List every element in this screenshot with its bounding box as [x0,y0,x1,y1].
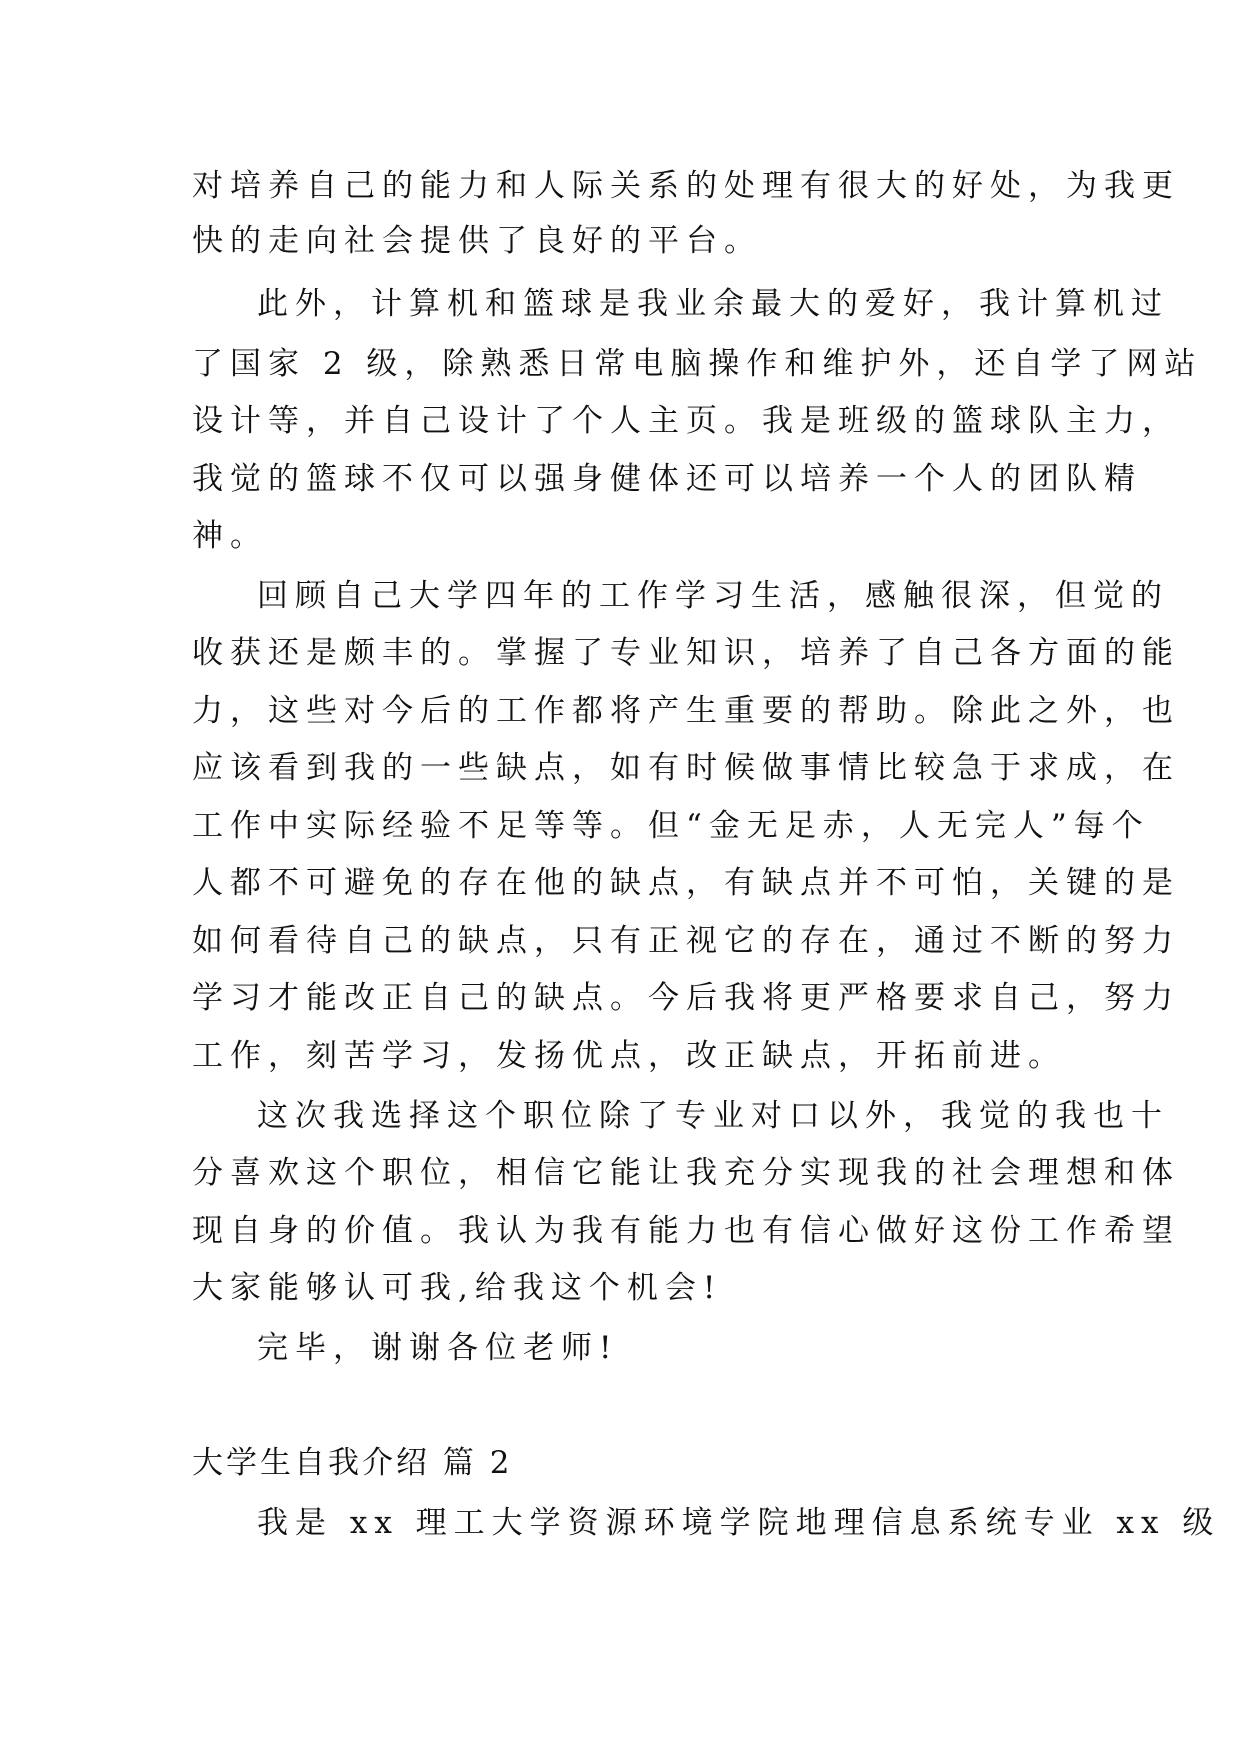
text-line: 回顾自己大学四年的工作学习生活，感触很深，但觉的 [257,578,1169,614]
text-line: 应该看到我的一些缺点，如有时候做事情比较急于求成，在 [192,750,1180,786]
text-line: 收获还是颇丰的。掌握了专业知识，培养了自己各方面的能 [192,635,1180,671]
text-line: 此外，计算机和篮球是我业余最大的爱好，我计算机过 [257,286,1169,322]
text-line: 人都不可避免的存在他的缺点，有缺点并不可怕，关键的是 [192,865,1180,901]
text-line: 了国家 2 级，除熟悉日常电脑操作和维护外，还自学了网站 [192,346,1203,382]
text-line: 大家能够认可我,给我这个机会! [192,1270,723,1306]
section-heading: 大学生自我介绍 篇 2 [192,1445,513,1481]
text-line: 对培养自己的能力和人际关系的处理有很大的好处，为我更 [192,168,1180,204]
text-line: 神。 [192,518,268,554]
text-line: 完毕，谢谢各位老师! [257,1330,619,1366]
text-line: 如何看待自己的缺点，只有正视它的存在，通过不断的努力 [192,923,1180,959]
text-line: 我觉的篮球不仅可以强身健体还可以培养一个人的团队精 [192,461,1142,497]
text-line: 这次我选择这个职位除了专业对口以外，我觉的我也十 [257,1098,1169,1134]
text-line: 力，这些对今后的工作都将产生重要的帮助。除此之外，也 [192,693,1180,729]
text-line: 快的走向社会提供了良好的平台。 [192,223,762,259]
text-line: 工作，刻苦学习，发扬优点，改正缺点，开拓前进。 [192,1038,1066,1074]
text-line: 设计等，并自己设计了个人主页。我是班级的篮球队主力， [192,403,1180,439]
text-line: 现自身的价值。我认为我有能力也有信心做好这份工作希望 [192,1213,1180,1249]
text-line: 工作中实际经验不足等等。但“金无足赤，人无完人”每个 [192,808,1150,844]
text-line: 分喜欢这个职位，相信它能让我充分实现我的社会理想和体 [192,1155,1180,1191]
text-line: 我是 xx 理工大学资源环境学院地理信息系统专业 xx 级 [257,1505,1221,1541]
text-line: 学习才能改正自己的缺点。今后我将更严格要求自己，努力 [192,980,1180,1016]
